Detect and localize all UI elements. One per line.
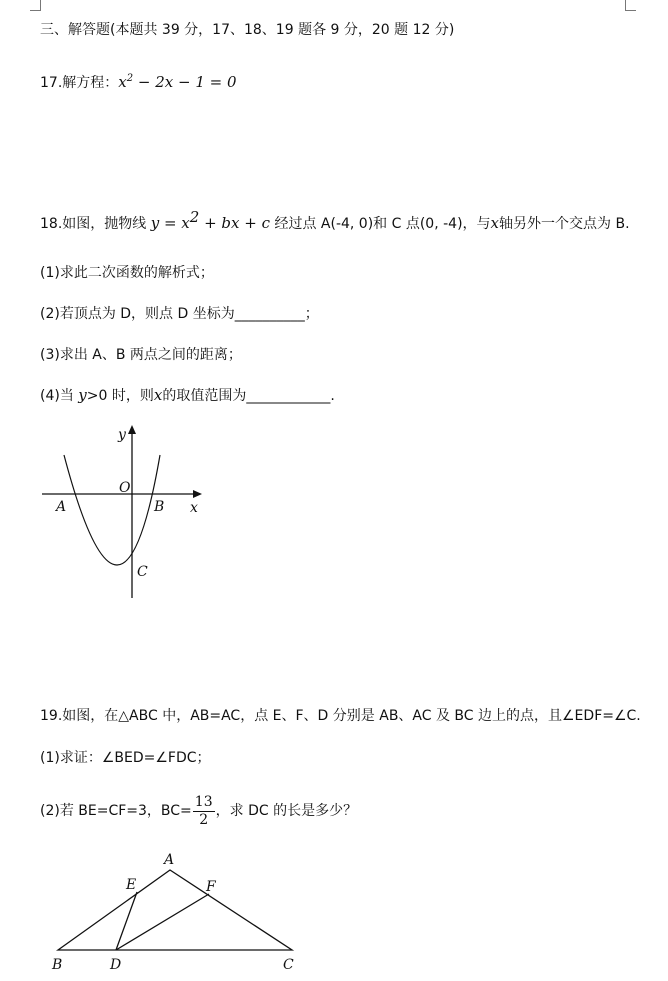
q17-prefix: 17.解方程：	[40, 75, 119, 91]
parabola-curve	[64, 455, 160, 565]
y-axis-arrow	[128, 425, 136, 434]
label-d: D	[110, 957, 122, 973]
label-e: E	[126, 877, 137, 893]
page-corner-mark-left	[30, 0, 41, 11]
page-corner-mark-right	[625, 0, 636, 11]
label-b: B	[154, 499, 165, 515]
triangle-figure	[40, 850, 320, 978]
q18-parabola-equation: $y = x^2$ + bx + c	[150, 208, 270, 232]
label-b: B	[52, 957, 63, 973]
q18-part-3: (3)求出 A、B 两点之间的距离；	[40, 347, 242, 363]
label-a: A	[164, 852, 175, 868]
label-o: O	[119, 480, 131, 496]
x-axis-arrow	[193, 490, 202, 498]
question-17	[40, 72, 237, 93]
q19-part-1: (1)求证：∠BED=∠FDC；	[40, 750, 211, 766]
fraction-13-over-2: $\frac{13}{2}$	[194, 793, 213, 828]
label-c: C	[137, 564, 148, 580]
label-x: x	[190, 500, 198, 516]
parabola-figure	[30, 415, 220, 605]
label-a: A	[56, 499, 67, 515]
q18-part-2: (2)若顶点为 D，则点 D 坐标为__________；	[40, 306, 319, 322]
q18-part-1: (1)求此二次函数的解析式；	[40, 265, 214, 281]
triangle-abc	[58, 870, 292, 950]
label-f: F	[206, 879, 216, 895]
q19-part-2: (2)若 BE=CF=3，BC= $\frac{13}{2}$ ，求 DC 的长是多少？	[40, 793, 358, 828]
q18-part-4: (4)当 y>0 时，则x的取值范围为____________.	[40, 386, 335, 404]
q17-equation: $x^2 - 2x - 1 = 0$	[118, 73, 237, 91]
question-19-stem: 19.如图，在△ABC 中，AB=AC，点 E、F、D 分别是 AB、AC 及 BC 边上的点，且∠EDF=∠C.	[40, 708, 641, 724]
question-18-stem: 18.如图，抛物线 $y = x^2$ + bx + c 经过点 A(-4, 0)和 C 点(0, -4)，与x轴另外一个交点为 B.	[40, 208, 630, 232]
label-c: C	[283, 957, 294, 973]
section-header: 三、解答题(本题共 39 分，17、18、19 题各 9 分，20 题 12 分)	[40, 22, 455, 38]
segment-df	[116, 894, 209, 950]
label-y: y	[118, 427, 126, 443]
